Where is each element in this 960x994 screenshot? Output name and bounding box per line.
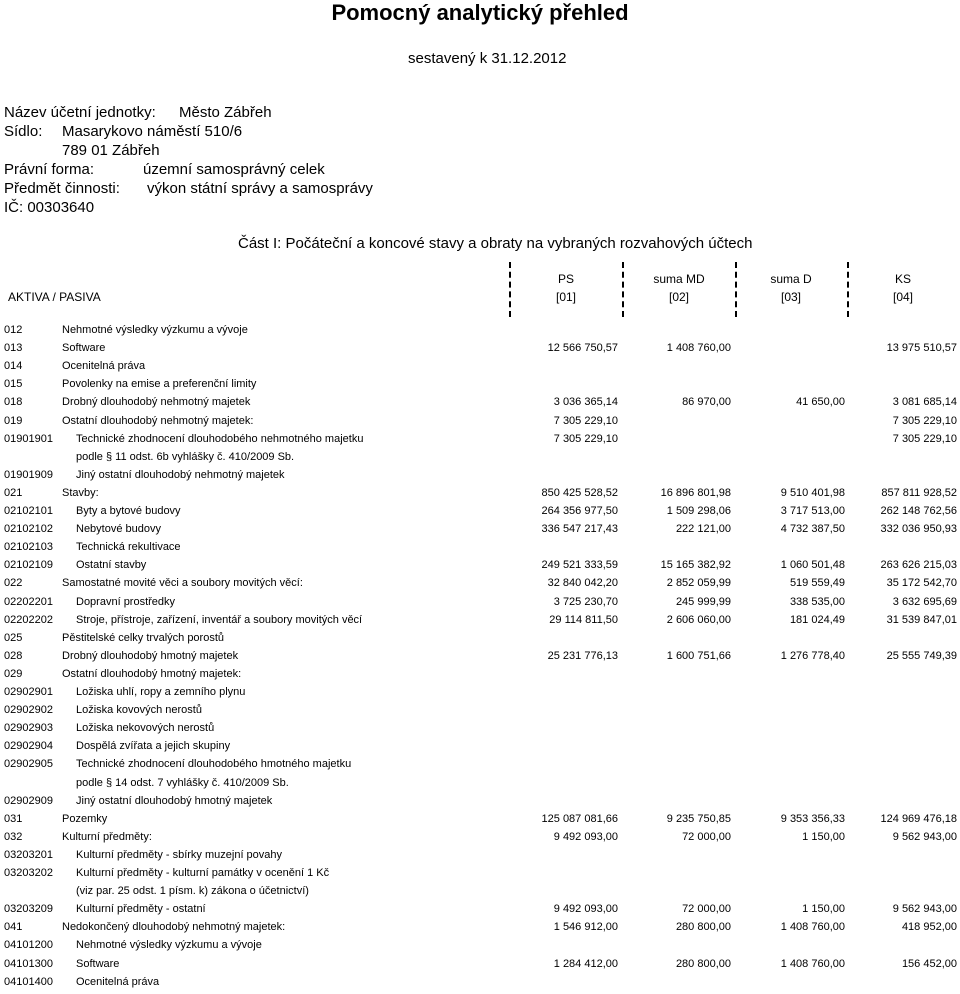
entity-form-value: územní samosprávný celek	[143, 161, 325, 178]
value-ks: 7 305 229,10	[892, 432, 957, 445]
value-suma-d: 1 060 501,48	[780, 559, 845, 572]
value-suma-d: 4 732 387,50	[780, 523, 845, 536]
table-row	[0, 523, 960, 541]
value-suma-md: 72 000,00	[682, 830, 731, 843]
account-code: 04101200	[4, 939, 53, 952]
table-row	[0, 396, 960, 414]
account-code: 01901909	[4, 468, 53, 481]
account-name: (viz par. 25 odst. 1 písm. k) zákona o účetnictví)	[76, 885, 309, 898]
account-name: Pozemky	[62, 812, 108, 825]
account-code: 041	[4, 921, 23, 934]
value-suma-md: 9 235 750,85	[666, 812, 731, 825]
account-name: Technické zhodnocení dlouhodobého hmotného majetku	[76, 758, 352, 771]
value-ps: 850 425 528,52	[541, 486, 618, 499]
account-code: 03203202	[4, 867, 53, 879]
table-row	[0, 921, 960, 939]
account-code: 032	[4, 830, 23, 843]
value-ps: 29 114 811,50	[549, 613, 618, 626]
account-name: Nedokončený dlouhodobý nehmotný majetek:	[62, 921, 286, 934]
value-suma-md: 1 408 760,00	[666, 342, 731, 355]
column-suma-d: suma D	[770, 272, 812, 286]
value-suma-md: 2 852 059,99	[666, 577, 731, 590]
value-ps: 9 492 093,00	[553, 903, 618, 916]
account-code: 03203209	[4, 903, 53, 916]
value-ps: 249 521 333,59	[541, 559, 618, 572]
value-ks: 263 626 215,03	[880, 559, 957, 572]
report-date: sestavený k 31.12.2012	[408, 50, 567, 67]
entity-form-label: Právní forma:	[4, 161, 95, 178]
page-title: Pomocný analytický přehled	[331, 0, 629, 25]
column-suma-d-code: [03]	[780, 290, 801, 304]
column-ps: PS	[557, 272, 574, 286]
account-code: 014	[4, 360, 23, 373]
account-code: 029	[4, 667, 23, 680]
value-suma-md: 280 800,00	[675, 957, 731, 970]
account-name: Ostatní dlouhodobý hmotný majetek:	[62, 667, 242, 680]
account-name: Dopravní prostředky	[76, 595, 176, 608]
account-name: Byty a bytové budovy	[76, 505, 181, 517]
account-code: 013	[4, 342, 23, 355]
account-code: 04101400	[4, 975, 53, 988]
value-ks: 262 148 762,56	[880, 505, 957, 517]
account-name: Ocenitelná práva	[62, 360, 146, 373]
value-ps: 32 840 042,20	[547, 577, 618, 590]
table-row	[0, 650, 960, 668]
table-row	[0, 433, 960, 451]
account-name: Stroje, přístroje, zařízení, inventář a soubory movitých věcí	[76, 613, 363, 626]
entity-name-label: Název účetní jednotky:	[4, 104, 156, 121]
table-row	[0, 378, 960, 396]
value-ks: 857 811 928,52	[881, 486, 957, 499]
value-ks: 9 562 943,00	[892, 903, 957, 916]
account-code: 02202202	[4, 613, 53, 626]
table-row	[0, 704, 960, 722]
account-name: Software	[76, 957, 120, 970]
column-ps-code: [01]	[555, 290, 576, 304]
account-code: 02902903	[4, 722, 53, 735]
value-ks: 418 952,00	[901, 921, 957, 934]
account-name: Software	[62, 342, 106, 355]
account-name: Ložiska kovových nerostů	[76, 704, 202, 717]
account-code: 031	[4, 812, 23, 825]
account-name: Ostatní stavby	[76, 559, 147, 572]
value-suma-d: 3 717 513,00	[780, 505, 845, 517]
value-ps: 1 284 412,00	[553, 957, 618, 970]
value-ps: 7 305 229,10	[553, 432, 618, 445]
value-ps: 3 036 365,14	[553, 396, 618, 409]
account-code: 012	[4, 324, 23, 336]
value-suma-md: 16 896 801,98	[660, 486, 731, 499]
value-ks: 124 969 476,18	[880, 812, 957, 825]
column-suma-md-code: [02]	[668, 290, 689, 304]
value-suma-md: 86 970,00	[682, 396, 731, 409]
account-code: 02902901	[4, 686, 53, 698]
table-row	[0, 487, 960, 505]
account-name: Jiný ostatní dlouhodobý hmotný majetek	[76, 794, 273, 807]
table-row	[0, 867, 960, 885]
account-name: podle § 11 odst. 6b vyhlášky č. 410/2009 Sb.	[76, 450, 295, 463]
table-row	[0, 451, 960, 469]
account-name: podle § 14 odst. 7 vyhlášky č. 410/2009 Sb.	[76, 776, 289, 789]
table-row	[0, 831, 960, 849]
value-ks: 332 036 950,93	[880, 523, 957, 536]
value-ps: 336 547 217,43	[541, 523, 618, 536]
account-code: 018	[4, 396, 23, 409]
table-row	[0, 758, 960, 776]
table-row	[0, 632, 960, 650]
value-ks: 35 172 542,70	[886, 577, 957, 590]
value-ps: 125 087 081,66	[541, 812, 618, 825]
account-name: Nehmotné výsledky výzkumu a vývoje	[62, 324, 248, 336]
value-ks: 13 975 510,57	[886, 342, 957, 355]
account-code: 04101300	[4, 957, 53, 970]
table-row	[0, 614, 960, 632]
column-ks: KS	[894, 272, 911, 286]
table-row	[0, 559, 960, 577]
account-name: Jiný ostatní dlouhodobý nehmotný majetek	[76, 468, 285, 481]
value-ks: 156 452,00	[901, 957, 957, 970]
account-name: Povolenky na emise a preferenční limity	[62, 378, 257, 391]
table-row	[0, 813, 960, 831]
account-name: Stavby:	[62, 486, 99, 499]
entity-activity-label: Předmět činnosti:	[4, 180, 120, 197]
table-row	[0, 939, 960, 957]
account-code: 02102109	[4, 559, 53, 572]
account-name: Kulturní předměty - kulturní památky v ocenění 1 Kč	[76, 867, 330, 879]
table-row	[0, 958, 960, 976]
table-row	[0, 976, 960, 994]
value-suma-md: 280 800,00	[675, 921, 731, 934]
table-row	[0, 885, 960, 903]
value-ps: 25 231 776,13	[547, 649, 618, 662]
column-divider	[847, 262, 849, 317]
account-name: Dospělá zvířata a jejich skupiny	[76, 740, 231, 753]
account-code: 025	[4, 631, 23, 644]
account-name: Kulturní předměty - ostatní	[76, 903, 206, 916]
account-code: 02102101	[4, 505, 53, 517]
value-suma-d: 1 150,00	[802, 903, 845, 916]
value-ks: 25 555 749,39	[886, 649, 957, 662]
table-row	[0, 740, 960, 758]
account-name: Nehmotné výsledky výzkumu a vývoje	[76, 939, 262, 952]
table-row	[0, 541, 960, 559]
column-divider	[622, 262, 624, 317]
value-suma-md: 245 999,99	[675, 595, 731, 608]
account-name: Drobný dlouhodobý hmotný majetek	[62, 649, 239, 662]
table-row	[0, 469, 960, 487]
value-suma-d: 1 150,00	[802, 830, 845, 843]
value-ps: 12 566 750,57	[547, 342, 618, 355]
account-name: Samostatné movité věci a soubory movitých věcí:	[62, 577, 303, 590]
table-row	[0, 415, 960, 433]
table-row	[0, 360, 960, 378]
value-suma-d: 181 024,49	[789, 613, 845, 626]
entity-activity-value: výkon státní správy a samosprávy	[147, 180, 373, 197]
value-ps: 7 305 229,10	[553, 414, 618, 427]
account-name: Technické zhodnocení dlouhodobého nehmotného majetku	[76, 432, 364, 445]
table-row	[0, 686, 960, 704]
value-suma-d: 338 535,00	[789, 595, 845, 608]
account-code: 02102102	[4, 523, 53, 536]
value-suma-d: 41 650,00	[796, 396, 845, 409]
account-name: Ložiska uhlí, ropy a zemního plynu	[76, 686, 246, 698]
account-name: Nebytové budovy	[76, 523, 161, 536]
account-code: 02902905	[4, 758, 53, 771]
account-name: Drobný dlouhodobý nehmotný majetek	[62, 396, 251, 409]
value-suma-md: 2 606 060,00	[666, 613, 731, 626]
table-row	[0, 777, 960, 795]
value-suma-d: 519 559,49	[789, 577, 845, 590]
value-suma-md: 1 600 751,66	[666, 649, 731, 662]
value-ks: 31 539 847,01	[886, 613, 957, 626]
account-code: 02902904	[4, 740, 53, 753]
table-row	[0, 849, 960, 867]
value-suma-d: 9 510 401,98	[780, 486, 845, 499]
value-suma-d: 1 408 760,00	[780, 921, 845, 934]
value-ks: 7 305 229,10	[892, 414, 957, 427]
entity-seat-value: Masarykovo náměstí 510/6	[62, 123, 243, 140]
table-row	[0, 903, 960, 921]
value-suma-md: 72 000,00	[682, 903, 731, 916]
entity-name-value: Město Zábřeh	[179, 104, 272, 121]
entity-ic: IČ: 00303640	[4, 199, 95, 216]
table-row	[0, 342, 960, 360]
value-suma-md: 222 121,00	[675, 523, 731, 536]
value-ps: 3 725 230,70	[553, 595, 618, 608]
value-suma-d: 1 408 760,00	[780, 957, 845, 970]
account-name: Kulturní předměty - sbírky muzejní povahy	[76, 848, 283, 861]
account-code: 022	[4, 577, 23, 590]
account-code: 03203201	[4, 848, 53, 861]
account-code: 02202201	[4, 595, 53, 608]
account-code: 01901901	[4, 432, 53, 445]
account-name: Ostatní dlouhodobý nehmotný majetek:	[62, 414, 254, 427]
value-ks: 9 562 943,00	[892, 830, 957, 843]
table-row	[0, 505, 960, 523]
value-ks: 3 632 695,69	[892, 595, 957, 608]
column-label-aktiva-pasiva: AKTIVA / PASIVA	[8, 290, 101, 304]
value-ps: 9 492 093,00	[553, 830, 618, 843]
account-code: 015	[4, 378, 23, 391]
account-code: 019	[4, 414, 23, 427]
value-ps: 264 356 977,50	[541, 505, 618, 517]
value-suma-md: 1 509 298,06	[666, 505, 731, 517]
account-code: 021	[4, 486, 23, 499]
table-row	[0, 722, 960, 740]
value-ps: 1 546 912,00	[553, 921, 618, 934]
column-divider	[509, 262, 511, 317]
column-divider	[735, 262, 737, 317]
value-suma-md: 15 165 382,92	[660, 559, 731, 572]
account-name: Kulturní předměty:	[62, 830, 152, 843]
value-suma-d: 9 353 356,33	[780, 812, 845, 825]
table-row	[0, 324, 960, 342]
account-code: 02102103	[4, 541, 53, 554]
account-code: 02902902	[4, 704, 53, 717]
column-suma-md: suma MD	[653, 272, 705, 286]
account-name: Pěstitelské celky trvalých porostů	[62, 631, 225, 644]
section-title: Část I: Počáteční a koncové stavy a obraty na vybraných rozvahových účtech	[238, 235, 753, 252]
table-row	[0, 668, 960, 686]
account-name: Ložiska nekovových nerostů	[76, 722, 215, 735]
table-row	[0, 596, 960, 614]
entity-seat-label: Sídlo:	[4, 123, 43, 140]
value-ks: 3 081 685,14	[892, 396, 957, 409]
account-code: 02902909	[4, 794, 53, 807]
column-ks-code: [04]	[892, 290, 913, 304]
account-name: Ocenitelná práva	[76, 975, 160, 988]
value-suma-d: 1 276 778,40	[780, 649, 845, 662]
account-code: 028	[4, 649, 23, 662]
table-row	[0, 795, 960, 813]
account-name: Technická rekultivace	[76, 541, 181, 554]
entity-seat-city: 789 01 Zábřeh	[62, 142, 160, 159]
table-row	[0, 577, 960, 595]
